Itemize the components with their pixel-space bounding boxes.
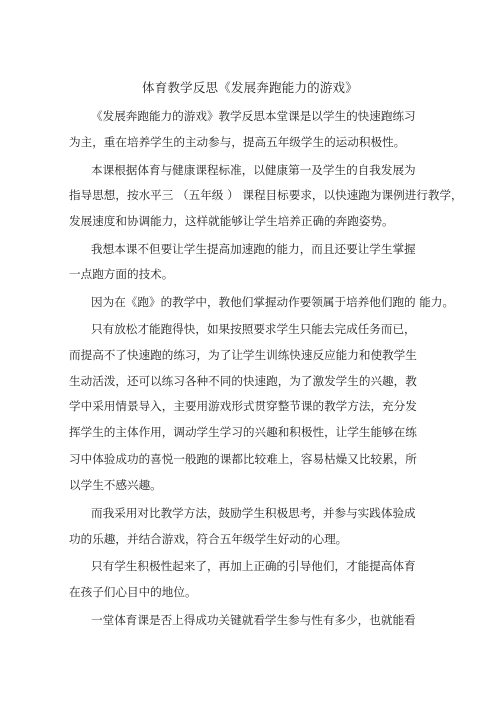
text-line: 发展速度和协调能力，这样就能够让学生培养正确的奔跑姿势。	[69, 214, 394, 228]
text-line: 在孩子们心目中的地位。	[69, 585, 197, 599]
text-line: 习中体验成功的喜悦一般跑的课都比较难上，容易枯燥又比较累，所	[69, 452, 417, 466]
text-line: 《发展奔跑能力的游戏》教学反思本堂课是以学生的快速跑练习	[91, 109, 416, 123]
text-line: 为主，重在培养学生的主动参与，提高五年级学生的运动积极性。	[69, 135, 406, 149]
text-line: 功的乐趣，并结合游戏，符合五年级学生好动的心理。	[69, 532, 348, 546]
text-line: 只有学生积极性起来了，再加上正确的引导他们，才能提高体育	[91, 559, 416, 573]
text-line: 只有放松才能跑得快，如果按照要求学生只能去完成任务而已，	[91, 322, 416, 336]
text-line: 本课根据体育与健康课程标准，以健康第一及学生的自我发展为	[91, 163, 416, 177]
text-line: 以学生不感兴趣。	[69, 478, 162, 492]
text-line: 我想本课不但要让学生提高加速跑的能力，而且还要让学生掌握	[91, 242, 416, 256]
text-line: 一堂体育课是否上得成功关键就看学生参与性有多少，也就能看	[91, 613, 416, 627]
document-title: 体育教学反思《发展奔跑能力的游戏》	[142, 80, 358, 95]
text-line: 而我采用对比教学方法，鼓励学生积极思考，并参与实践体验成	[91, 506, 416, 520]
text-line: 学中采用情景导入，主要用游戏形式贯穿整节课的教学方法，充分发	[69, 399, 417, 413]
text-line: 一点跑方面的技术。	[69, 267, 174, 281]
text-line: 而提高不了快速跑的练习，为了让学生训练快速反应能力和使教学生	[69, 348, 417, 362]
text-line: 因为在《跑》的教学中，教他们掌握动作要领属于培养他们跑的 能力。	[91, 295, 455, 309]
text-line: 生动活泼，还可以练习各种不同的快速跑，为了激发学生的兴趣，教	[69, 374, 417, 388]
text-line: 指导思想，按水平三 （五年级 ） 课程目标要求，以快速跑为课例进行教学，	[69, 188, 463, 202]
text-line: 挥学生的主体作用，调动学生学习的兴趣和积极性，让学生能够在练	[69, 425, 417, 439]
